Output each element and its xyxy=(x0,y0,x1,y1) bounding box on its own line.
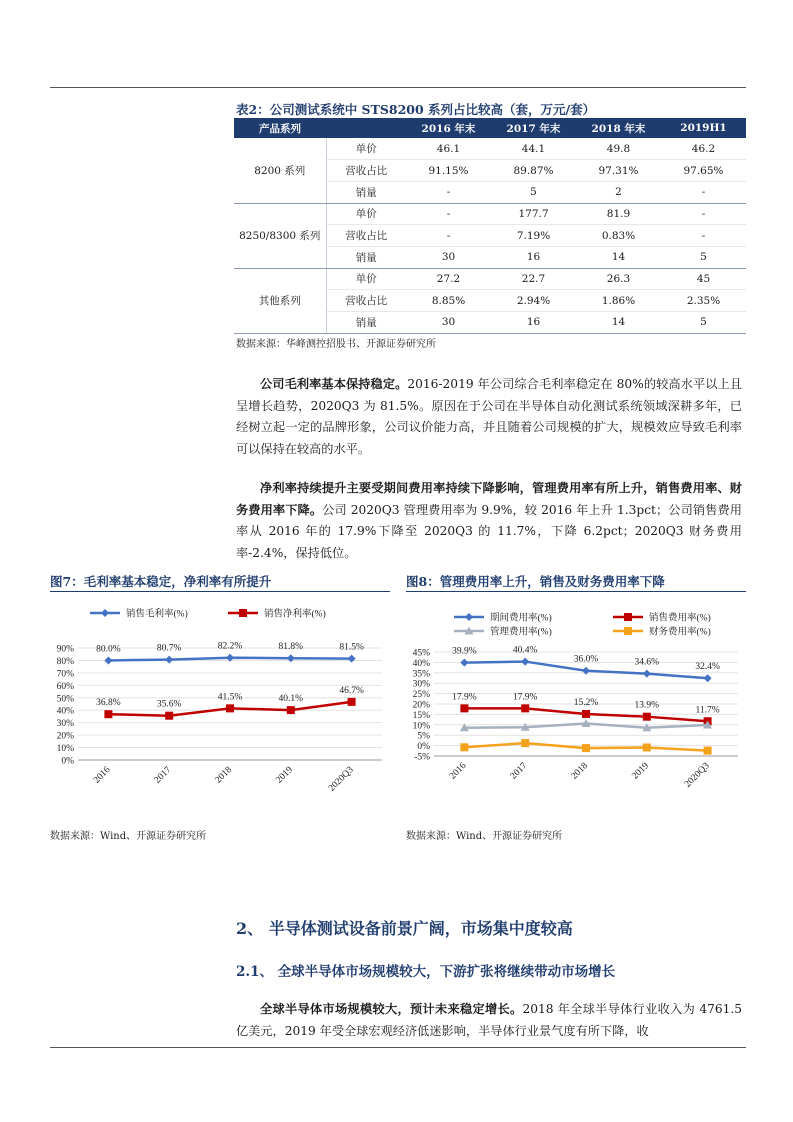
x-tick-label: 2018 xyxy=(569,761,591,782)
data-point xyxy=(239,609,247,617)
data-label: 46.7% xyxy=(339,685,364,696)
legend-label: 管理费用率(%) xyxy=(490,627,552,638)
data-label: 32.4% xyxy=(695,662,720,673)
series-name: 其他系列 xyxy=(234,268,326,333)
y-tick-label: 70% xyxy=(56,669,74,680)
y-tick-label: 15% xyxy=(412,710,430,721)
table-header: 产品系列 xyxy=(234,118,326,138)
table-row xyxy=(234,268,746,290)
y-tick-label: 20% xyxy=(412,700,430,711)
paragraph-body: 2016-2019 年公司综合毛利率稳定在 80%的较高水平以上且呈增长趋势，2020Q3 为 81.5%。原因在于公司在半导体自动化测试系统领域深耕多年，已经树立起一定的品牌形象，公司议价能力高，并且随着公司规模的扩大，规模效应导致毛利率可以保持在较高的水平。 xyxy=(236,377,742,456)
paragraph-lead: 净利率持续提升主要受期间费用率持续下降影响，管理费用率有所上升，销售费用率、财务费用率下降。 xyxy=(236,481,742,517)
table-cell: 0.83% xyxy=(576,225,661,247)
series-name: 8200 系列 xyxy=(234,138,326,203)
paragraph-net-margin xyxy=(236,478,742,564)
data-point xyxy=(104,656,112,664)
data-label: 81.8% xyxy=(278,642,304,653)
data-label: 13.9% xyxy=(634,700,660,711)
y-tick-label: -5% xyxy=(414,752,430,763)
y-tick-label: 30% xyxy=(56,719,74,730)
x-tick-label: 2017 xyxy=(152,765,174,786)
data-point xyxy=(348,655,356,663)
y-tick-label: 5% xyxy=(417,731,430,742)
figure8-rule xyxy=(406,591,746,592)
data-point xyxy=(460,704,468,712)
metric-name: 销量 xyxy=(326,312,406,334)
y-tick-label: 20% xyxy=(56,731,74,742)
data-label: 17.9% xyxy=(452,692,477,703)
data-point xyxy=(287,654,295,662)
series-财务费用率 xyxy=(460,739,711,754)
series-name: 8250/8300 系列 xyxy=(234,203,326,268)
figure8-title: 图8：管理费用率上升，销售及财务费用率下降 xyxy=(406,574,665,589)
table-cell: - xyxy=(406,225,491,247)
product-series-table xyxy=(234,118,746,334)
y-tick-label: 90% xyxy=(56,644,74,655)
figure7-source: 数据来源：Wind、开源证券研究所 xyxy=(50,831,207,842)
metric-name: 销量 xyxy=(326,246,406,268)
table-cell: 26.3 xyxy=(576,268,661,290)
x-tick-label: 2020Q3 xyxy=(682,761,712,790)
table-cell: 46.1 xyxy=(406,138,491,160)
metric-name: 单价 xyxy=(326,268,406,290)
table-cell: 8.85% xyxy=(406,290,491,312)
x-tick-label: 2016 xyxy=(92,765,113,786)
table-cell: 49.8 xyxy=(576,138,661,160)
table-cell: 2.35% xyxy=(661,290,746,312)
figure7-chart xyxy=(50,594,390,822)
table-cell: 16 xyxy=(491,312,576,334)
paragraph-market xyxy=(236,999,742,1042)
table-cell: 97.31% xyxy=(576,160,661,182)
legend-label: 期间费用率(%) xyxy=(490,613,552,624)
section-heading: 2、 半导体测试设备前景广阔，市场集中度较高 xyxy=(236,919,573,938)
data-point xyxy=(465,613,473,621)
table-header-row xyxy=(234,118,746,138)
data-point xyxy=(101,609,109,617)
data-label: 11.7% xyxy=(695,705,720,716)
paragraph-lead: 公司毛利率基本保持稳定。 xyxy=(260,377,408,391)
table-cell: 81.9 xyxy=(576,203,661,225)
footer-rule xyxy=(50,1047,746,1048)
y-tick-label: 10% xyxy=(412,721,430,732)
metric-name: 营收占比 xyxy=(326,160,406,182)
table-cell: 5 xyxy=(491,181,576,203)
table-cell: 30 xyxy=(406,312,491,334)
data-point xyxy=(643,670,651,678)
series-期间费用率 xyxy=(452,646,720,683)
figure7-rule xyxy=(50,591,390,592)
data-point xyxy=(704,747,712,755)
table-row xyxy=(234,203,746,225)
x-tick-label: 2017 xyxy=(508,761,530,782)
table-cell: 91.15% xyxy=(406,160,491,182)
data-point xyxy=(521,739,529,747)
data-point xyxy=(460,659,468,667)
table-header: 2018 年末 xyxy=(576,118,661,138)
data-point xyxy=(348,698,356,706)
paragraph-gross-margin xyxy=(236,374,742,460)
metric-name: 单价 xyxy=(326,138,406,160)
data-point xyxy=(521,658,529,666)
x-tick-label: 2016 xyxy=(448,761,469,782)
table-cell: - xyxy=(661,203,746,225)
data-point xyxy=(643,713,651,721)
table-cell: - xyxy=(406,203,491,225)
legend-label: 销售费用率(%) xyxy=(649,613,711,624)
table-cell: 2.94% xyxy=(491,290,576,312)
table-cell: 30 xyxy=(406,246,491,268)
y-tick-label: 0% xyxy=(61,756,74,767)
data-label: 80.0% xyxy=(96,644,121,655)
figure7-title: 图7：毛利率基本稳定，净利率有所提升 xyxy=(50,574,272,589)
data-label: 34.6% xyxy=(634,657,660,668)
data-point xyxy=(165,656,173,664)
metric-name: 单价 xyxy=(326,203,406,225)
y-tick-label: 80% xyxy=(56,656,74,667)
data-label: 81.5% xyxy=(339,642,364,653)
legend-label: 销售净利率(%) xyxy=(264,609,326,620)
x-tick-label: 2019 xyxy=(630,761,651,782)
table-cell: 5 xyxy=(661,312,746,334)
table-source: 数据来源：华峰测控招股书、开源证券研究所 xyxy=(236,339,436,350)
data-label: 41.5% xyxy=(217,692,243,703)
data-point xyxy=(643,743,651,751)
y-tick-label: 30% xyxy=(412,679,430,690)
table-cell: 45 xyxy=(661,268,746,290)
x-tick-label: 2020Q3 xyxy=(326,765,356,794)
table-cell: 14 xyxy=(576,246,661,268)
data-label: 39.9% xyxy=(452,646,477,657)
data-label: 35.6% xyxy=(156,699,182,710)
metric-name: 营收占比 xyxy=(326,225,406,247)
data-label: 40.1% xyxy=(278,694,304,705)
table-cell: - xyxy=(661,181,746,203)
paragraph-body: 2018 年全球半导体行业收入为 4761.5 亿美元，2019 年受全球宏观经济低迷影响，半导体行业景气度有所下降，收 xyxy=(236,1002,743,1038)
subsection-heading: 2.1、 全球半导体市场规模较大，下游扩张将继续带动市场增长 xyxy=(236,964,616,980)
data-point xyxy=(582,744,590,752)
paragraph-lead: 全球半导体市场规模较大，预计未来稳定增长。 xyxy=(260,1002,523,1016)
header-rule xyxy=(50,87,746,88)
y-tick-label: 50% xyxy=(56,694,74,705)
data-point xyxy=(582,710,590,718)
data-label: 82.2% xyxy=(217,641,243,652)
data-point xyxy=(104,710,112,718)
table-cell: 27.2 xyxy=(406,268,491,290)
legend-label: 财务费用率(%) xyxy=(649,627,711,638)
data-point xyxy=(165,712,173,720)
metric-name: 营收占比 xyxy=(326,290,406,312)
table-cell: 5 xyxy=(661,246,746,268)
data-point xyxy=(624,613,632,621)
y-tick-label: 10% xyxy=(56,744,74,755)
y-tick-label: 60% xyxy=(56,681,74,692)
table-cell: 7.19% xyxy=(491,225,576,247)
table-header: 2016 年末 xyxy=(406,118,491,138)
table-cell: 14 xyxy=(576,312,661,334)
data-point xyxy=(582,667,590,675)
y-tick-label: 45% xyxy=(412,648,430,659)
table-cell: 16 xyxy=(491,246,576,268)
table-header: 2017 年末 xyxy=(491,118,576,138)
table-row xyxy=(234,138,746,160)
data-label: 36.8% xyxy=(96,698,121,709)
table-cell: 46.2 xyxy=(661,138,746,160)
figure8-source: 数据来源：Wind、开源证券研究所 xyxy=(406,831,563,842)
series-销售净利率 xyxy=(96,686,364,720)
series-销售毛利率 xyxy=(96,642,364,665)
x-tick-label: 2018 xyxy=(213,765,235,786)
y-tick-label: 0% xyxy=(417,742,430,753)
x-tick-label: 2019 xyxy=(274,765,295,786)
y-tick-label: 40% xyxy=(56,706,74,717)
table-cell: - xyxy=(661,225,746,247)
table-header: 2019H1 xyxy=(661,118,746,138)
table-cell: 97.65% xyxy=(661,160,746,182)
data-point xyxy=(704,674,712,682)
paragraph-body: 公司 2020Q3 管理费用率为 9.9%，较 2016 年上升 1.3pct；公司销售费用率从 2016 年的 17.9%下降至 2020Q3 的 11.7%，下降 6.2pct；2020Q3 财务费用率-2.4%，保持低位。 xyxy=(236,502,742,560)
table-title: 表2：公司测试系统中 STS8200 系列占比较高（套，万元/套） xyxy=(236,102,596,117)
data-label: 80.7% xyxy=(156,643,182,654)
table-cell: - xyxy=(406,181,491,203)
data-point xyxy=(226,704,234,712)
data-point xyxy=(521,704,529,712)
data-label: 15.2% xyxy=(573,697,599,708)
table-cell: 1.86% xyxy=(576,290,661,312)
table-cell: 177.7 xyxy=(491,203,576,225)
metric-name: 销量 xyxy=(326,181,406,203)
data-label: 36.0% xyxy=(573,654,599,665)
table-cell: 22.7 xyxy=(491,268,576,290)
table-cell: 89.87% xyxy=(491,160,576,182)
figure8-chart xyxy=(406,594,746,822)
y-tick-label: 35% xyxy=(412,669,430,680)
y-tick-label: 40% xyxy=(412,658,430,669)
table-header xyxy=(326,118,406,138)
legend-label: 销售毛利率(%) xyxy=(126,609,188,620)
data-point xyxy=(287,706,295,714)
table-cell: 44.1 xyxy=(491,138,576,160)
data-point xyxy=(624,627,632,635)
data-label: 17.9% xyxy=(512,692,538,703)
y-tick-label: 25% xyxy=(412,690,430,701)
data-label: 40.4% xyxy=(512,645,538,656)
data-point xyxy=(460,743,468,751)
table-cell: 2 xyxy=(576,181,661,203)
